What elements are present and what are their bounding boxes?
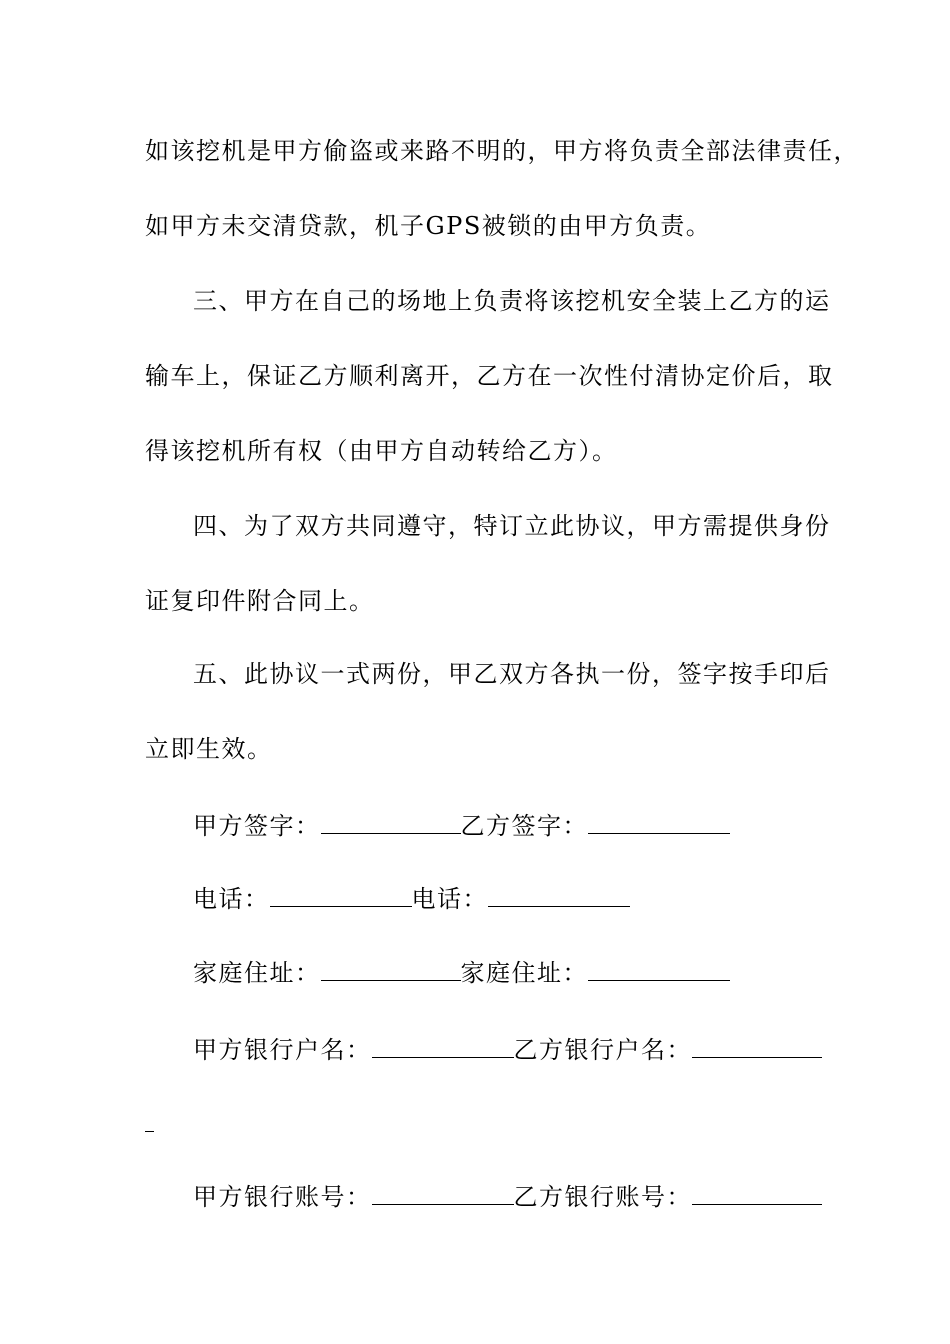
party-b-signature-label: 乙方签字： <box>460 812 588 840</box>
party-a-phone-label: 电话： <box>193 885 270 913</box>
party-b-bank-name-label: 乙方银行户名： <box>513 1036 692 1064</box>
party-a-bank-name-label: 甲方银行户名： <box>193 1036 372 1064</box>
party-a-address-blank[interactable] <box>321 958 461 981</box>
clause-two-line-1: 如该挖机是甲方偷盗或来路不明的，甲方将负责全部法律责任， <box>145 137 859 165</box>
clause-four-line-1: 四、为了双方共同遵守，特订立此协议，甲方需提供身份 <box>193 512 831 540</box>
clause-four-line-2: 证复印件附合同上。 <box>145 587 375 615</box>
clause-three-line-1: 三、甲方在自己的场地上负责将该挖机安全装上乙方的运 <box>193 287 831 315</box>
bank-account-row <box>193 1182 822 1212</box>
party-a-phone-blank[interactable] <box>270 884 412 907</box>
signature-row <box>193 811 730 841</box>
party-b-bank-name-blank[interactable] <box>692 1035 822 1058</box>
wrapped-underline-stub <box>145 1131 154 1132</box>
party-a-bank-account-blank[interactable] <box>372 1182 514 1205</box>
party-b-address-label: 家庭住址： <box>460 959 588 987</box>
party-b-bank-account-label: 乙方银行账号： <box>513 1183 692 1211</box>
party-b-phone-label: 电话： <box>411 885 488 913</box>
party-b-address-blank[interactable] <box>588 958 730 981</box>
bank-name-row <box>193 1035 822 1065</box>
phone-row <box>193 884 630 914</box>
clause-five-line-2: 立即生效。 <box>145 735 273 763</box>
clause-five-line-1: 五、此协议一式两份，甲乙双方各执一份，签字按手印后 <box>193 660 831 688</box>
party-b-bank-account-blank[interactable] <box>692 1182 822 1205</box>
party-a-signature-blank[interactable] <box>321 811 461 834</box>
party-a-bank-name-blank[interactable] <box>372 1035 514 1058</box>
clause-three-line-3: 得该挖机所有权（由甲方自动转给乙方）。 <box>145 437 618 465</box>
party-a-bank-account-label: 甲方银行账号： <box>193 1183 372 1211</box>
party-a-signature-label: 甲方签字： <box>193 812 321 840</box>
clause-two-line-2: 如甲方未交清贷款，机子GPS被锁的由甲方负责。 <box>145 212 712 240</box>
party-b-signature-blank[interactable] <box>588 811 730 834</box>
address-row <box>193 958 730 988</box>
party-b-phone-blank[interactable] <box>488 884 630 907</box>
party-a-address-label: 家庭住址： <box>193 959 321 987</box>
clause-three-line-2: 输车上，保证乙方顺利离开，乙方在一次性付清协定价后，取 <box>145 362 834 390</box>
